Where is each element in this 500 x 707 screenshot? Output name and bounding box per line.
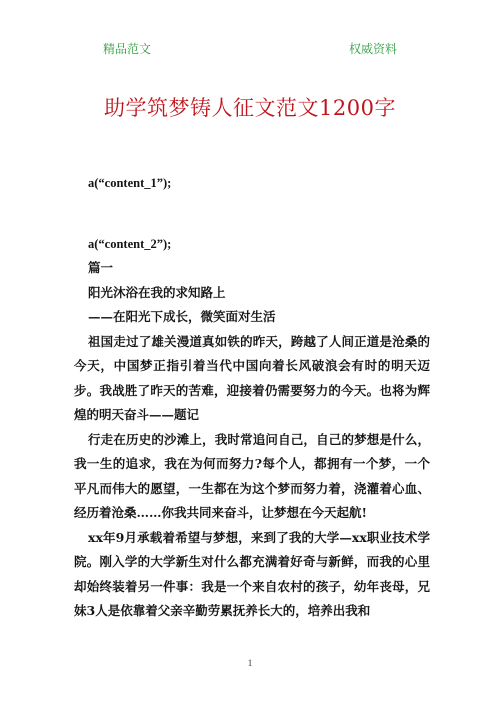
document-body <box>74 171 430 624</box>
section-label: 篇一 <box>88 260 114 275</box>
page-number: 1 <box>247 658 253 668</box>
header-left-label: 精品范文 <box>103 42 152 56</box>
body-paragraph: 祖国走过了雄关漫道真如铁的昨天，跨越了人间正道是沧桑的今天，中国梦正指引着当代中国向着长风破浪会有时的明天迈步。我战胜了昨天的苦难，迎接着仍需要努力的今天。也将为辉煌的明天奋斗——题记 <box>74 333 430 422</box>
code-line-2: a(“content_2”); <box>88 236 172 251</box>
header-right-label: 权威资料 <box>349 42 398 56</box>
body-paragraph: 行走在历史的沙滩上，我时常追问自己，自己的梦想是什么，我一生的追求，我在为何而努力?每个人，都拥有一个梦，一个平凡而伟大的愿望，一生都在为这个梦而努力着，浇灌着心血、经历着沧桑……你我共同来奋斗，让梦想在今天起航! <box>74 431 430 520</box>
body-paragraph: xx年9月承载着希望与梦想，来到了我的大学—xx职业技术学院。刚入学的大学新生对什么都充满着好奇与新鲜，而我的心里却始终装着另一件事：我是一个来自农村的孩子，幼年丧母，兄妹3人是依靠着父亲辛勤劳累抚养长大的，培养出我和 <box>74 529 430 618</box>
article-subheading: ——在阳光下成长，微笑面对生活 <box>88 309 276 324</box>
article-heading: 阳光沐浴在我的求知路上 <box>88 284 226 300</box>
code-line-1: a(“content_1”); <box>88 176 172 190</box>
document-title: 助学筑梦铸人征文范文1200字 <box>104 96 396 120</box>
spacer <box>74 196 430 232</box>
